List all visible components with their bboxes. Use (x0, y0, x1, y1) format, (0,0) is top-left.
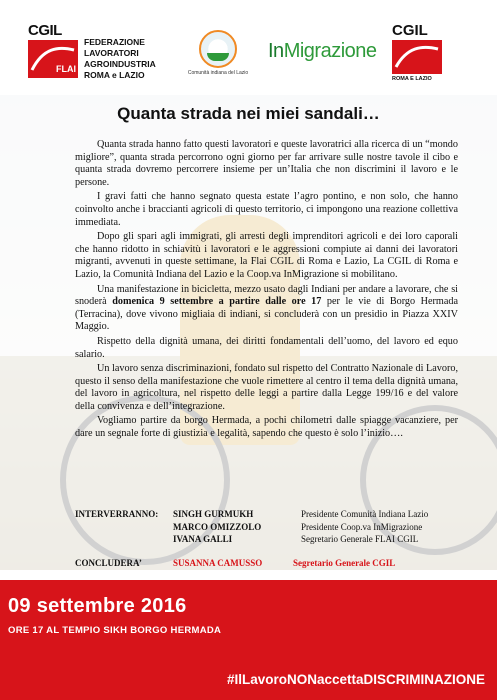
paragraph-1: Quanta strada hanno fatto questi lavoratori e queste lavoratrici alla ricerca di un “mondo migliore”, quanta strada percorrono ogni giorno per far arrivare sulle nostre tavole il cibo e quanta strada dovremo percorrere insieme per un’Italia che non discrimini il lavoro e le persone. (75, 139, 458, 188)
header (0, 0, 497, 92)
speaker-role: Presidente Comunità Indiana Lazio (301, 509, 429, 519)
speaker-row (75, 508, 465, 521)
cgil-roma-lazio-logo (392, 22, 442, 82)
cgil-logo-text: CGIL (28, 22, 62, 39)
comunita-indiana-logo (185, 30, 251, 80)
paragraph-7: Vogliamo partire da borgo Hermada, a pochi chilometri dalle spiagge vacanziere, per dare un segnale forte di giustizia e legalità, sapendo che questo è solo l’inizio…. (75, 415, 458, 440)
paragraph-6: Un lavoro senza discriminazioni, fondato sul rispetto del Contratto Nazionale di Lavoro, questo il senso della manifestazione che vuole rimettere al centro il tema della dignità umana, del lavoro in agricoltura, nel rispetto delle leggi a partire dalla Legge 199/16 e del valore della convivenza e dell’integrazione. (75, 363, 458, 412)
comunita-emblem-icon (199, 30, 237, 68)
cgil-right-text: CGIL (392, 22, 428, 39)
conclusion-row (75, 558, 465, 568)
speakers-list (75, 508, 465, 546)
conclusion-role: Segretario Generale CGIL (293, 558, 396, 568)
paragraph-3: Dopo gli spari agli immigrati, gli arresti degli imprenditori agricoli e dei loro caporali che hanno ridotto in schiavitù i lavoratori e le aggressioni compiute ai danni dei lavoratori migranti, avvenuti in queste settimane, la Flai CGIL di Roma e Lazio, La CGIL di Roma e Lazio, la Comunità Indiana del Lazio e la Coop.va InMigrazione si mobilitano. (75, 231, 458, 280)
speakers-label: INTERVERRANNO: (75, 509, 159, 519)
cgil-right-flag (392, 40, 442, 74)
body-text (75, 139, 458, 441)
speaker-name: IVANA GALLI (173, 534, 233, 544)
cgil-right-sub: ROMA E LAZIO (392, 76, 432, 82)
conclusion-name: SUSANNA CAMUSSO (173, 558, 263, 568)
event-date: 09 settembre 2016 (8, 595, 187, 617)
speaker-role: Presidente Coop.va InMigrazione (301, 521, 423, 532)
speaker-row (75, 521, 465, 534)
footer-banner (0, 580, 497, 700)
comunita-caption: Comunità indiana del Lazio (187, 70, 249, 76)
speaker-name: MARCO OMIZZOLO (173, 521, 262, 532)
paragraph-4: Una manifestazione in bicicletta, mezzo usato dagli Indiani per andare a lavorare, che si snoderà domenica 9 settembre a partire dalle ore 17 per le vie di Borgo Hermada (Terracina), dove vivono migliaia di indiani, si concluderà con un presidio in Piazza XXIV Maggio. (75, 283, 458, 333)
federation-name: FEDERAZIONE LAVORATORI AGROINDUSTRIA ROMA e LAZIO (84, 37, 156, 80)
conclusion-label: CONCLUDERA’ (75, 558, 142, 568)
speaker-row (75, 533, 465, 546)
cgil-flai-logo (28, 22, 78, 82)
event-time-place: ORE 17 AL TEMPIO SIKH BORGO HERMADA (8, 625, 222, 636)
speaker-name: SINGH GURMUKH (173, 509, 254, 519)
hashtag: #IlLavoroNONaccettaDISCRIMINAZIONE (226, 672, 485, 687)
paragraph-2: I gravi fatti che hanno segnato questa estate l’agro pontino, e non solo, che hanno coinvolto anche i braccianti agricoli di questo territorio, ci impongono una reazione collettiva immediata. (75, 191, 458, 228)
cgil-flag (28, 40, 78, 78)
flai-logo-text: FLAI (56, 64, 76, 74)
speaker-role: Segretario Generale FLAI CGIL (301, 534, 419, 544)
page-title: Quanta strada nei miei sandali… (117, 104, 380, 123)
paragraph-5: Rispetto della dignità umana, dei diritti fondamentali dell’uomo, del lavoro ed equo salario. (75, 335, 458, 360)
inmigrazione-logo: InMigrazione (268, 40, 377, 62)
